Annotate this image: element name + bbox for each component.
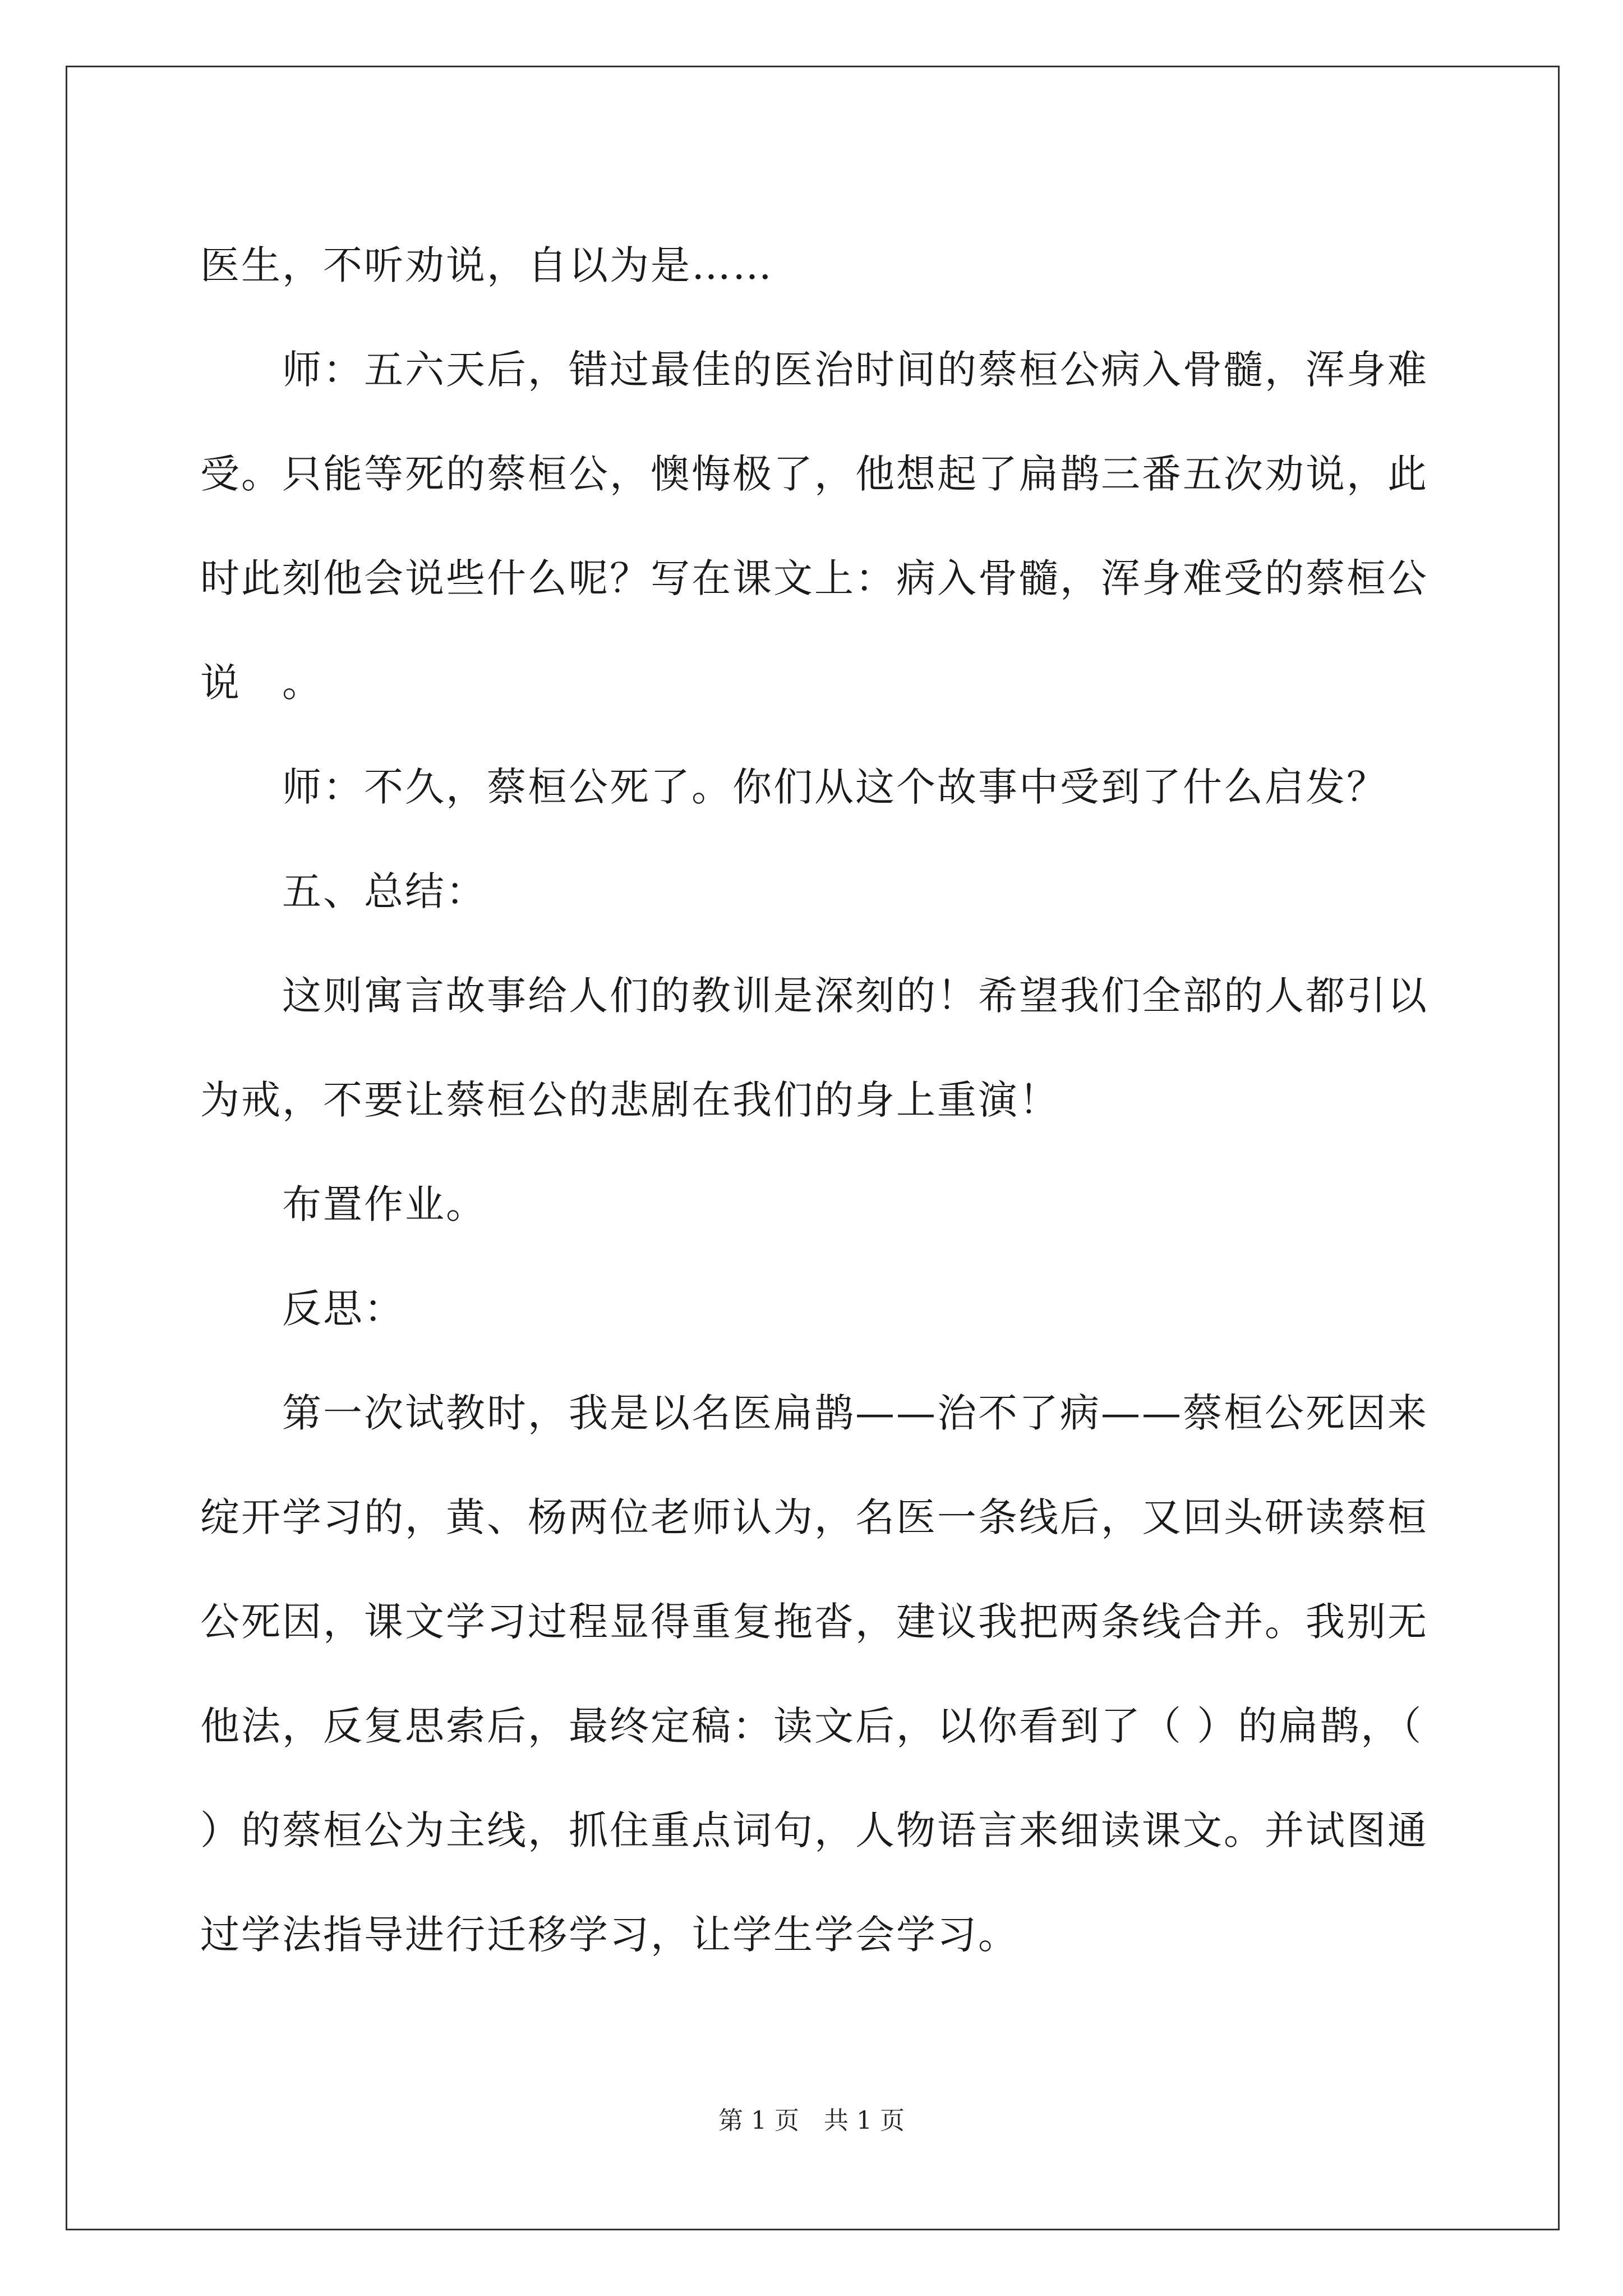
document-body <box>200 213 1428 1987</box>
paragraph: 第一次试教时，我是以名医扁鹊——治不了病——蔡桓公死因来绽开学习的，黄、杨两位老师认为，名医一条线后，又回头研读蔡桓公死因，课文学习过程显得重复拖沓，建议我把两条线合并。我别无他法，反复思索后，最终定稿：读文后，以你看到了（ ）的扁鹊，（ ）的蔡桓公为主线，抓住重点词句，人物语言来细读课文。并试图通过学法指导进行迁移学习，让学生学会学习。 <box>200 1390 1428 1958</box>
section-heading: 五、总结： <box>282 868 487 914</box>
paragraph: 师：五六天后，错过最佳的医治时间的蔡桓公病入骨髓，浑身难受。只能等死的蔡桓公，懊悔极了，他想起了扁鹊三番五次劝说，此时此刻他会说些什么呢？写在课文上：病入骨髓，浑身难受的蔡桓公说 。 <box>200 347 1428 706</box>
paragraph: 这则寓言故事给人们的教训是深刻的！希望我们全部的人都引以为戒，不要让蔡桓公的悲剧在我们的身上重演！ <box>200 973 1428 1123</box>
section-heading: 反思： <box>282 1286 405 1332</box>
page-footer: 第 1 页 共 1 页 <box>718 2106 905 2135</box>
paragraph: 医生，不听劝说，自以为是…… <box>200 242 773 288</box>
paragraph: 布置作业。 <box>282 1181 487 1227</box>
paragraph: 师：不久，蔡桓公死了。你们从这个故事中受到了什么启发？ <box>282 764 1387 810</box>
